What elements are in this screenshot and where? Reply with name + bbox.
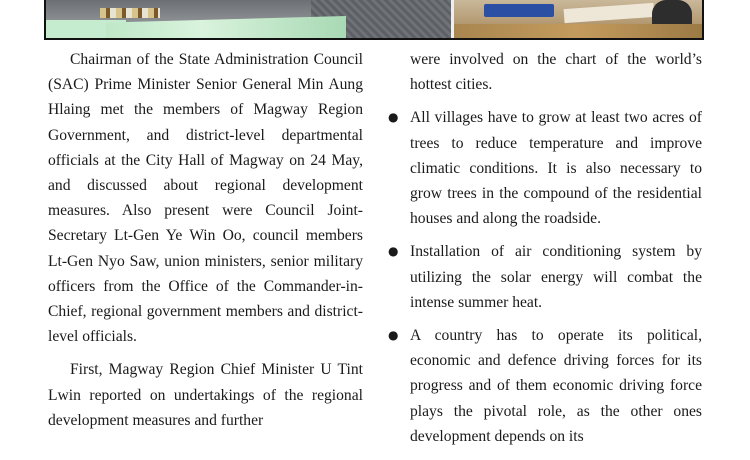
article-column-right	[386, 47, 702, 457]
bullet-text: Installation of air conditioning system by utilizing the solar energy will combat the intense summer heat.	[410, 243, 702, 311]
bullet-text: All villages have to grow at least two acres of trees to reduce temperature and improve climatic conditions. It is also necessary to grow trees in the compound of the residential houses and along the roadside.	[410, 109, 702, 228]
bullet-item	[386, 239, 702, 315]
bullet-item	[386, 105, 702, 231]
bullet-item	[386, 323, 702, 449]
bullet-icon: ●	[388, 328, 399, 343]
bullet-text: A country has to operate its political, economic and defence driving forces for its progress and of them economic driving force plays the pivotal role, as the other ones development depends on its	[410, 327, 702, 445]
bullet-icon: ●	[388, 110, 399, 125]
meeting-hall-photo	[46, 0, 451, 38]
continued-bullet-text: were involved on the chart of the world’s hottest cities.	[410, 51, 702, 94]
bullet-list	[386, 105, 702, 449]
article-paragraph: Chairman of the State Administration Council (SAC) Prime Minister Senior General Min Aung Hlaing met the members of Magway Region Government, and district-level departmental officials at the City Hall of Magway on 24 May, and discussed about regional development measures. Also present were Council Joint-Secretary Lt-Gen Ye Win Oo, council members Lt-Gen Nyo Saw, union ministers, senior military officers from the Office of the Commander-in-Chief, regional government members and district-level officials.	[48, 51, 363, 346]
officials-table-photo	[454, 0, 702, 38]
article-paragraph: First, Magway Region Chief Minister U Tint Lwin reported on undertakings of the regional development measures and further	[48, 361, 363, 429]
bullet-icon: ●	[388, 244, 399, 259]
article-column-left	[48, 47, 363, 441]
header-photo-strip	[44, 0, 704, 40]
